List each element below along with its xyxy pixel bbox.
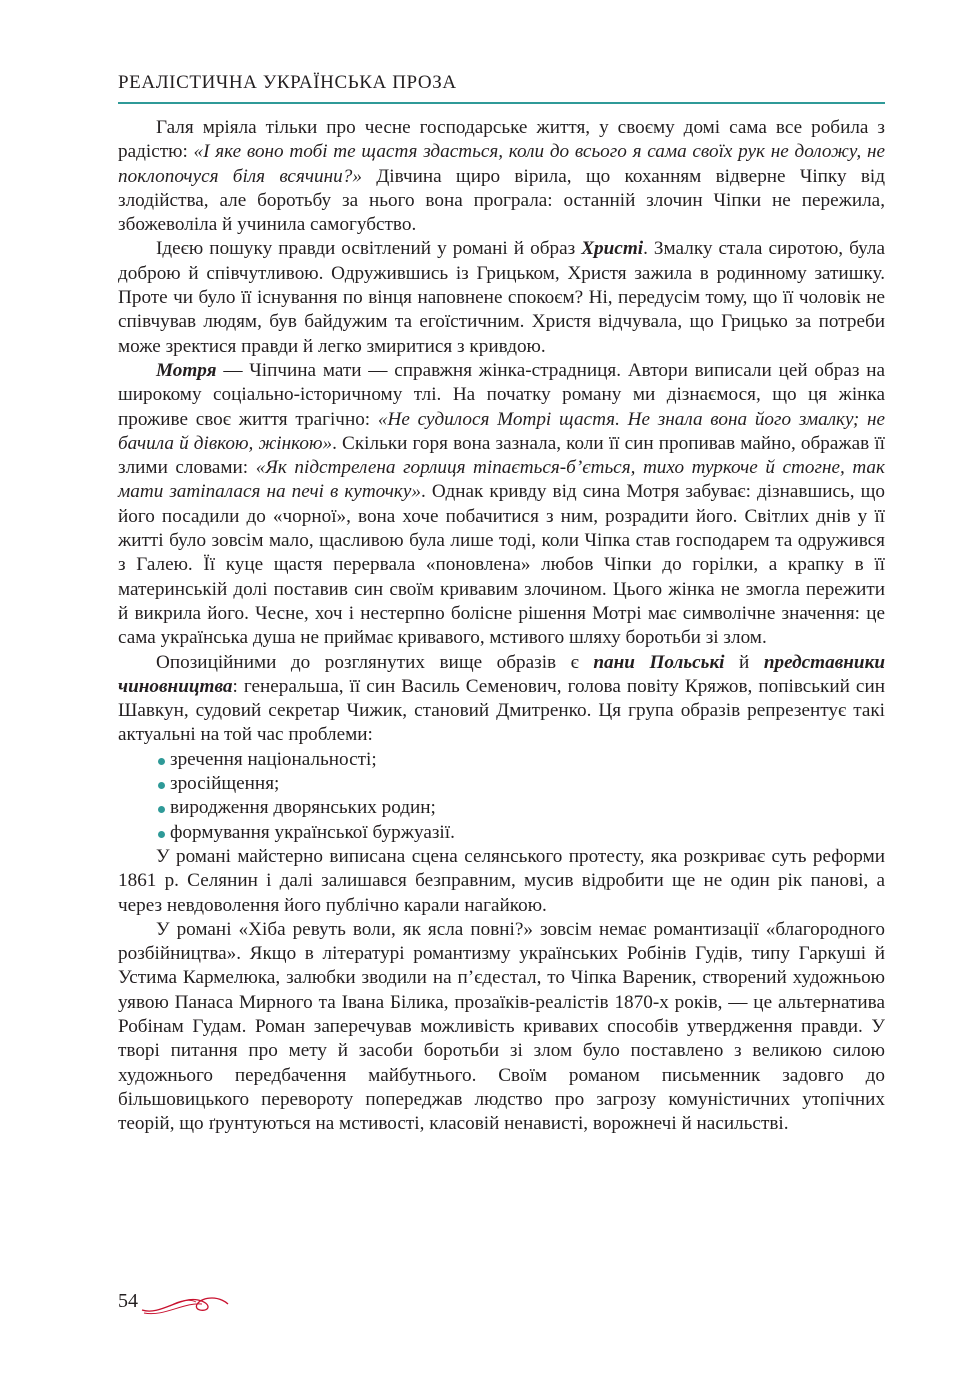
term-khrysti: Христі [581,238,644,260]
quote-galya: «І яке воно тобі те щастя здасться, коли до всього я сама своїх рук не доложу, не поклопочуся біля всячини?» [118,141,885,187]
running-header: РЕАЛІСТИЧНА УКРАЇНСЬКА ПРОЗА [118,72,457,93]
quote-motria-1: «Не судилося Мотрі щастя. Не знала вона його змалку; не бачила й дівкою, жінкою» [118,408,885,454]
flourish-ornament-icon [140,1290,230,1318]
paragraph-motria: Мотря — Чіпчина мати — справжня жінка-страдниця. Автори виписали цей образ на широкому соціально-історичному тлі. На початку роману ми дізнаємося, що ця жінка проживе своє життя трагічно: «Не судилося Мотрі щастя. Не знала вона його змалку; не бачила й дівкою, жінкою». Скільки горя вона зазнала, коли її син пропивав майно, ображав її злими словами: «Як підстрелена горлиця тіпається-б’ється, тихо туркоче й стогне, так мати затіпалася на печі в куточку». Однак кривду від сина Мотря забуває: дізнавшись, що його посадили до «чорної», вона хоче побачитися з ним, розрадити його. Світлих днів у її житті було зовсім мало, щасливою була лише тоді, коли Чіпка став господарем та одружився з Галею. Її куце щастя перервала «поновлена» любов Чіпки до горілки, а крапку в її материнській долі поставив син своїм кривавим злочином. Цього жінка не змогла пережити й викрила його. Чесне, хоч і нестерпно болісне рішення Мотрі має символічне значення: це сама українська душа не приймає кривавого, мстивого шляху боротьби зі злом. [118,359,886,649]
bullet-icon [158,758,165,765]
term-motria: Мотря [156,359,217,381]
paragraph-opposition: Опозиційними до розглянутих вище образів є пани Польські й представники чиновництва: генеральша, її син Василь Семенович, голова повіту Кряжов, попівський син Шавкун, судовий секретар Чижик, становий Дмитренко. Ця група образів репрезентує такі актуальні на той час проблеми: [118,651,885,746]
paragraph-conclusion: У романі «Хіба ревуть воли, як ясла повні?» зовсім немає романтизації «благородного розбійництва». Якщо в літературі романтизму українських Робінів Гудів, типу Гаркуші й Устима Кармелюка, залюбки зводили на п’єдестал, то Чіпка Вареник, створений художньою уявою Панаса Мирного та Івана Білика, прозаїків-реалістів 1870-х років, — це альтернатива Робінам Гудам. Роман заперечував можливість кривавих способів утвердження правди. У творі питання про мету й засоби боротьби зі злом було поставлено з великою силою художнього передбачення майбутнього. Своїм романом письменник задовго до більшовицького перевороту попереджав людство про загрозу комуністичних утопічних теорій, що ґрунтуються на мстивості, класовій ненависті, ворожнечі й насильстві. [118,918,885,1135]
bullet-icon [158,831,165,838]
paragraph-protest: У романі майстерно виписана сцена селянського протесту, яка розкриває суть реформи 1861 р. Селянин і далі залишався безправним, мусив відробити ще не один рік панові, а через невдоволення його публічно карали нагайкою. [118,845,885,916]
quote-motria-2: «Як підстрелена горлиця тіпається-б’ється, тихо туркоче й стогне, так мати затіпалася на печі в куточку» [118,457,886,503]
page-number: 54 [118,1290,138,1312]
header-rule [118,102,885,104]
list-item: зречення національності; [118,748,885,772]
term-pany-polski: пани Польські [593,651,725,673]
paragraph-galya: Галя мріяла тільки про чесне господарське життя, у своєму домі сама все робила з радістю: «І яке воно тобі те щастя здасться, коли до всього я сама своїх рук не доложу, не поклопочуся біля всячини?» Дівчина щиро вірила, що коханням відверне Чіпку від злодійства, але боротьбу за нього вона програла: останній злочин Чіпки не пережила, збожеволіла й учинила самогубство. [118,117,885,236]
paragraph-khrystia: Ідеєю пошуку правди освітлений у романі й образ Христі. Змалку стала сиротою, була доброю й співчутливою. Одружившись із Грицьком, Христя зажила в родинному затишку. Проте чи було її існування по вінця наповнене спокоєм? Ні, передусім тому, що її чоловік не співчував людям, був байдужим та егоїстичним. Христя відчувала, що Грицько за потреби може зректися правди й легко змиритися з кривдою. [118,238,886,357]
list-item: зросійщення; [118,772,885,796]
list-item: формування української буржуазії. [118,821,885,845]
main-text [118,116,885,1136]
problems-list [118,748,885,845]
term-chynovnytstvo: представники чиновництва [118,651,885,697]
bullet-icon [158,782,165,789]
list-item: виродження дворянських родин; [118,796,885,820]
